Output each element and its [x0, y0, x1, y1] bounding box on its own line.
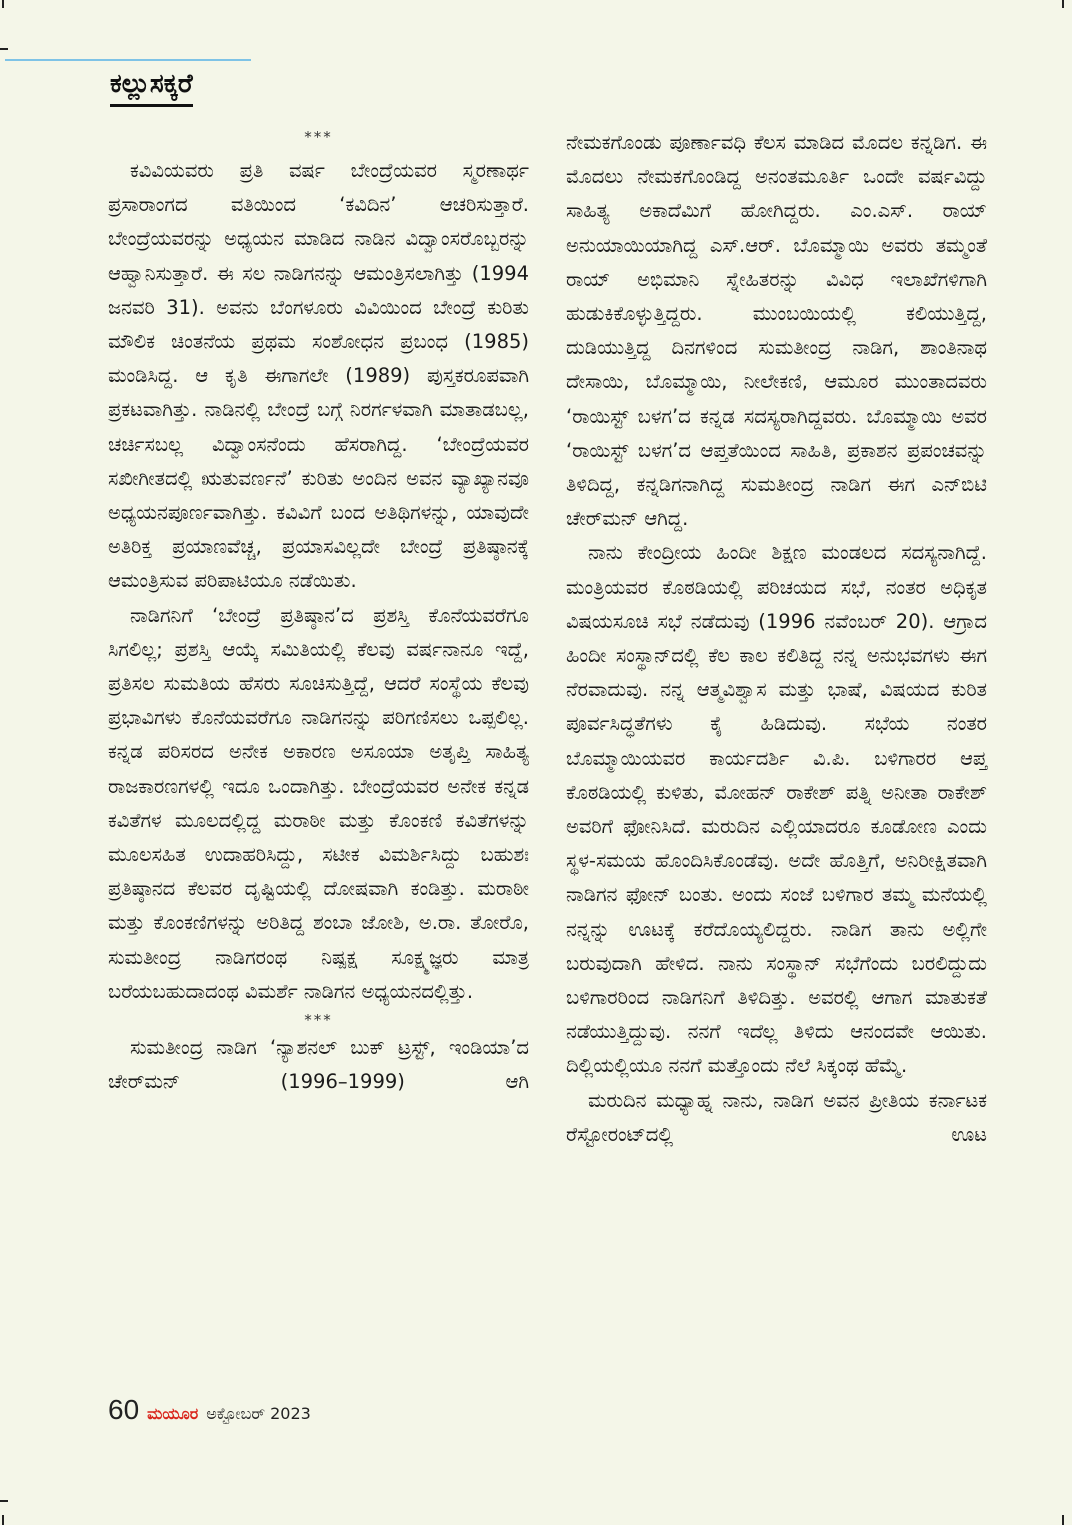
magazine-logo: ಮಯೂರ	[147, 1404, 199, 1423]
issue-date: ಅಕ್ಟೋಬರ್ 2023	[206, 1404, 311, 1423]
paragraph: ನಾಡಿಗನಿಗೆ ‘ಬೇಂದ್ರೆ ಪ್ರತಿಷ್ಠಾನ’ದ ಪ್ರಶಸ್ತಿ ಕೊನೆಯವರೆಗೂ ಸಿಗಲಿಲ್ಲ; ಪ್ರಶಸ್ತಿ ಆಯ್ಕೆ ಸಮಿತಿಯಲ್ಲಿ ಕೆಲವು ವರ್ಷನಾನೂ ಇದ್ದೆ, ಪ್ರತಿಸಲ ಸುಮತಿಯ ಹೆಸರು ಸೂಚಿಸುತ್ತಿದ್ದೆ, ಆದರೆ ಸಂಸ್ಥೆಯ ಕೆಲವು ಪ್ರಭಾವಿಗಳು ಕೊನೆಯವರೆಗೂ ನಾಡಿಗನನ್ನು ಪರಿಗಣಿಸಲು ಒಪ್ಪಲಿಲ್ಲ. ಕನ್ನಡ ಪರಿಸರದ ಅನೇಕ ಅಕಾರಣ ಅಸೂಯಾ ಅತೃಪ್ತಿ ಸಾಹಿತ್ಯ ರಾಜಕಾರಣಗಳಲ್ಲಿ ಇದೂ ಒಂದಾಗಿತ್ತು. ಬೇಂದ್ರೆಯವರ ಅನೇಕ ಕನ್ನಡ ಕವಿತೆಗಳ ಮೂಲದಲ್ಲಿದ್ದ ಮರಾಠೀ ಮತ್ತು ಕೊಂಕಣಿ ಕವಿತೆಗಳನ್ನು ಮೂಲಸಹಿತ ಉದಾಹರಿಸಿದ್ದು, ಸಟೀಕ ವಿಮರ್ಶಿಸಿದ್ದು ಬಹುಶಃ ಪ್ರತಿಷ್ಠಾನದ ಕೆಲವರ ದೃಷ್ಟಿಯಲ್ಲಿ ದೋಷವಾಗಿ ಕಂಡಿತ್ತು. ಮರಾಠೀ ಮತ್ತು ಕೊಂಕಣಿಗಳನ್ನು ಅರಿತಿದ್ದ ಶಂಬಾ ಜೋಶಿ, ಅ.ರಾ. ತೋರೊ, ಸುಮತೀಂದ್ರ ನಾಡಿಗರಂಥ ನಿಷ್ಪಕ್ಷ ಸೂಕ್ಷ್ಮಜ್ಞರು ಮಾತ್ರ ಬರೆಯಬಹುದಾದಂಥ ವಿಮರ್ಶೆ ನಾಡಿಗನ ಅಧ್ಯಯನದಲ್ಲಿತ್ತು.	[108, 603, 529, 1003]
paragraph: ಮರುದಿನ ಮಧ್ಯಾಹ್ನ ನಾನು, ನಾಡಿಗ ಅವನ ಪ್ರೀತಿಯ ಕರ್ನಾಟಕ ರೆಸ್ಟೋರಂಟ್‌ದಲ್ಲಿ ಊಟ	[566, 1088, 987, 1146]
header-rule	[5, 59, 251, 61]
paragraph: ಸುಮತೀಂದ್ರ ನಾಡಿಗ ‘ನ್ಯಾಶನಲ್ ಬುಕ್ ಟ್ರಸ್ಟ್, ಇಂಡಿಯಾ’ದ ಚೇರ್‌ಮನ್ (1996–1999) ಆಗಿ	[108, 1036, 529, 1094]
left-column	[108, 124, 529, 1099]
paragraph: ನಾನು ಕೇಂದ್ರೀಯ ಹಿಂದೀ ಶಿಕ್ಷಣ ಮಂಡಲದ ಸದಸ್ಯನಾಗಿದ್ದೆ. ಮಂತ್ರಿಯವರ ಕೊಠಡಿಯಲ್ಲಿ ಪರಿಚಯದ ಸಭೆ, ನಂತರ ಅಧಿಕೃತ ವಿಷಯಸೂಚಿ ಸಭೆ ನಡೆದುವು (1996 ನವೆಂಬರ್ 20). ಆಗ್ರಾದ ಹಿಂದೀ ಸಂಸ್ಥಾನ್‌ದಲ್ಲಿ ಕೆಲ ಕಾಲ ಕಲಿತಿದ್ದ ನನ್ನ ಅನುಭವಗಳು ಈಗ ನೆರವಾದುವು. ನನ್ನ ಆತ್ಮವಿಶ್ವಾಸ ಮತ್ತು ಭಾಷೆ, ವಿಷಯದ ಕುರಿತ ಪೂರ್ವಸಿದ್ಧತೆಗಳು ಕೈ ಹಿಡಿದುವು. ಸಭೆಯ ನಂತರ ಬೊಮ್ಮಾಯಿಯವರ ಕಾರ್ಯದರ್ಶಿ ವಿ.ಪಿ. ಬಳಿಗಾರರ ಆಪ್ತ ಕೊಠಡಿಯಲ್ಲಿ ಕುಳಿತು, ಮೋಹನ್ ರಾಕೇಶ್ ಪತ್ನಿ ಅನೀತಾ ರಾಕೇಶ್ ಅವರಿಗೆ ಫೋನಿಸಿದೆ. ಮರುದಿನ ಎಲ್ಲಿಯಾದರೂ ಕೂಡೋಣ ಎಂದು ಸ್ಥಳ-ಸಮಯ ಹೊಂದಿಸಿಕೊಂಡೆವು. ಅದೇ ಹೊತ್ತಿಗೆ, ಅನಿರೀಕ್ಷಿತವಾಗಿ ನಾಡಿಗನ ಫೋನ್ ಬಂತು. ಅಂದು ಸಂಜೆ ಬಳಿಗಾರ ತಮ್ಮ ಮನೆಯಲ್ಲಿ ನನ್ನನ್ನು ಊಟಕ್ಕೆ ಕರೆದೊಯ್ಯಲಿದ್ದರು. ನಾಡಿಗ ತಾನು ಅಲ್ಲಿಗೇ ಬರುವುದಾಗಿ ಹೇಳಿದ. ನಾನು ಸಂಸ್ಥಾನ್ ಸಭೆಗೆಂದು ಬರಲಿದ್ದುದು ಬಳಿಗಾರರಿಂದ ನಾಡಿಗನಿಗೆ ತಿಳಿದಿತ್ತು. ಅವರಲ್ಲಿ ಆಗಾಗ ಮಾತುಕತೆ ನಡೆಯುತ್ತಿದ್ದುವು. ನನಗೆ ಇದೆಲ್ಲ ತಿಳಿದು ಆನಂದವೇ ಆಯಿತು. ದಿಲ್ಲಿಯಲ್ಲಿಯೂ ನನಗೆ ಮತ್ತೊಂದು ನೆಲೆ ಸಿಕ್ಕಂಥ ಹೆಮ್ಮೆ.	[566, 541, 987, 1078]
section-separator: ***	[304, 1011, 333, 1030]
crop-mark	[2, 1515, 4, 1525]
paragraph: ಕವಿವಿಯವರು ಪ್ರತಿ ವರ್ಷ ಬೇಂದ್ರೆಯವರ ಸ್ಮರಣಾರ್ಥ ಪ್ರಸಾರಾಂಗದ ವತಿಯಿಂದ ‘ಕವಿದಿನ’ ಆಚರಿಸುತ್ತಾರೆ. ಬೇಂದ್ರೆಯವರನ್ನು ಅಧ್ಯಯನ ಮಾಡಿದ ನಾಡಿನ ವಿದ್ವಾಂಸರೊಬ್ಬರನ್ನು ಆಹ್ವಾನಿಸುತ್ತಾರೆ. ಈ ಸಲ ನಾಡಿಗನನ್ನು ಆಮಂತ್ರಿಸಲಾಗಿತ್ತು (1994 ಜನವರಿ 31). ಅವನು ಬೆಂಗಳೂರು ವಿವಿಯಿಂದ ಬೇಂದ್ರೆ ಕುರಿತು ಮೌಲಿಕ ಚಿಂತನೆಯ ಪ್ರಥಮ ಸಂಶೋಧನ ಪ್ರಬಂಧ (1985) ಮಂಡಿಸಿದ್ದ. ಆ ಕೃತಿ ಈಗಾಗಲೇ (1989) ಪುಸ್ತಕರೂಪವಾಗಿ ಪ್ರಕಟವಾಗಿತ್ತು. ನಾಡಿನಲ್ಲಿ ಬೇಂದ್ರೆ ಬಗ್ಗೆ ನಿರರ್ಗಳವಾಗಿ ಮಾತಾಡಬಲ್ಲ, ಚರ್ಚಿಸಬಲ್ಲ ವಿದ್ವಾಂಸನೆಂದು ಹೆಸರಾಗಿದ್ದ. ‘ಬೇಂದ್ರೆಯವರ ಸಖೀಗೀತದಲ್ಲಿ ಋತುವರ್ಣನೆ’ ಕುರಿತು ಅಂದಿನ ಅವನ ವ್ಯಾಖ್ಯಾನವೂ ಅಧ್ಯಯನಪೂರ್ಣವಾಗಿತ್ತು. ಕವಿವಿಗೆ ಬಂದ ಅತಿಥಿಗಳನ್ನು, ಯಾವುದೇ ಅತಿರಿಕ್ತ ಪ್ರಯಾಣವೆಚ್ಚ, ಪ್ರಯಾಸವಿಲ್ಲದೇ ಬೇಂದ್ರೆ ಪ್ರತಿಷ್ಠಾನಕ್ಕೆ ಆಮಂತ್ರಿಸುವ ಪರಿಪಾಟಿಯೂ ನಡೆಯಿತು.	[108, 159, 529, 593]
crop-mark	[0, 1500, 8, 1502]
crop-mark	[2, 0, 4, 8]
section-title: ಕಲ್ಲುಸಕ್ಕರೆ	[110, 66, 193, 107]
crop-mark	[1062, 1515, 1064, 1525]
section-separator: ***	[304, 128, 333, 146]
crop-mark	[1062, 0, 1064, 8]
paragraph: ನೇಮಕಗೊಂಡು ಪೂರ್ಣಾವಧಿ ಕೆಲಸ ಮಾಡಿದ ಮೊದಲ ಕನ್ನಡಿಗ. ಈ ಮೊದಲು ನೇಮಕಗೊಂಡಿದ್ದ ಅನಂತಮೂರ್ತಿ ಒಂದೇ ವರ್ಷವಿದ್ದು ಸಾಹಿತ್ಯ ಅಕಾದೆಮಿಗೆ ಹೋಗಿದ್ದರು. ಎಂ.ಎಸ್. ರಾಯ್ ಅನುಯಾಯಿಯಾಗಿದ್ದ ಎಸ್.ಆರ್. ಬೊಮ್ಮಾಯಿ ಅವರು ತಮ್ಮಂತೆ ರಾಯ್ ಅಭಿಮಾನಿ ಸ್ನೇಹಿತರನ್ನು ವಿವಿಧ ಇಲಾಖೆಗಳಿಗಾಗಿ ಹುಡುಕಿಕೊಳ್ಳುತ್ತಿದ್ದರು. ಮುಂಬಯಿಯಲ್ಲಿ ಕಲಿಯುತ್ತಿದ್ದ, ದುಡಿಯುತ್ತಿದ್ದ ದಿನಗಳಿಂದ ಸುಮತೀಂದ್ರ ನಾಡಿಗ, ಶಾಂತಿನಾಥ ದೇಸಾಯಿ, ಬೊಮ್ಮಾಯಿ, ನೀಲೇಕಣಿ, ಆಮೂರ ಮುಂತಾದವರು ‘ರಾಯಿಸ್ಟ್ ಬಳಗ’ದ ಕನ್ನಡ ಸದಸ್ಯರಾಗಿದ್ದವರು. ಬೊಮ್ಮಾಯಿ ಅವರ ‘ರಾಯಿಸ್ಟ್ ಬಳಗ’ದ ಆಪ್ತತೆಯಿಂದ ಸಾಹಿತಿ, ಪ್ರಕಾಶನ ಪ್ರಪಂಚವನ್ನು ತಿಳಿದಿದ್ದ, ಕನ್ನಡಿಗನಾಗಿದ್ದ ಸುಮತೀಂದ್ರ ನಾಡಿಗ ಈಗ ಎನ್‌ಬಿಟಿ ಚೇರ್‌ಮನ್ ಆಗಿದ್ದ.	[566, 131, 987, 531]
right-column	[566, 126, 987, 1152]
crop-mark	[0, 48, 8, 50]
page-footer	[108, 1394, 311, 1426]
page-number: 60	[108, 1394, 140, 1425]
